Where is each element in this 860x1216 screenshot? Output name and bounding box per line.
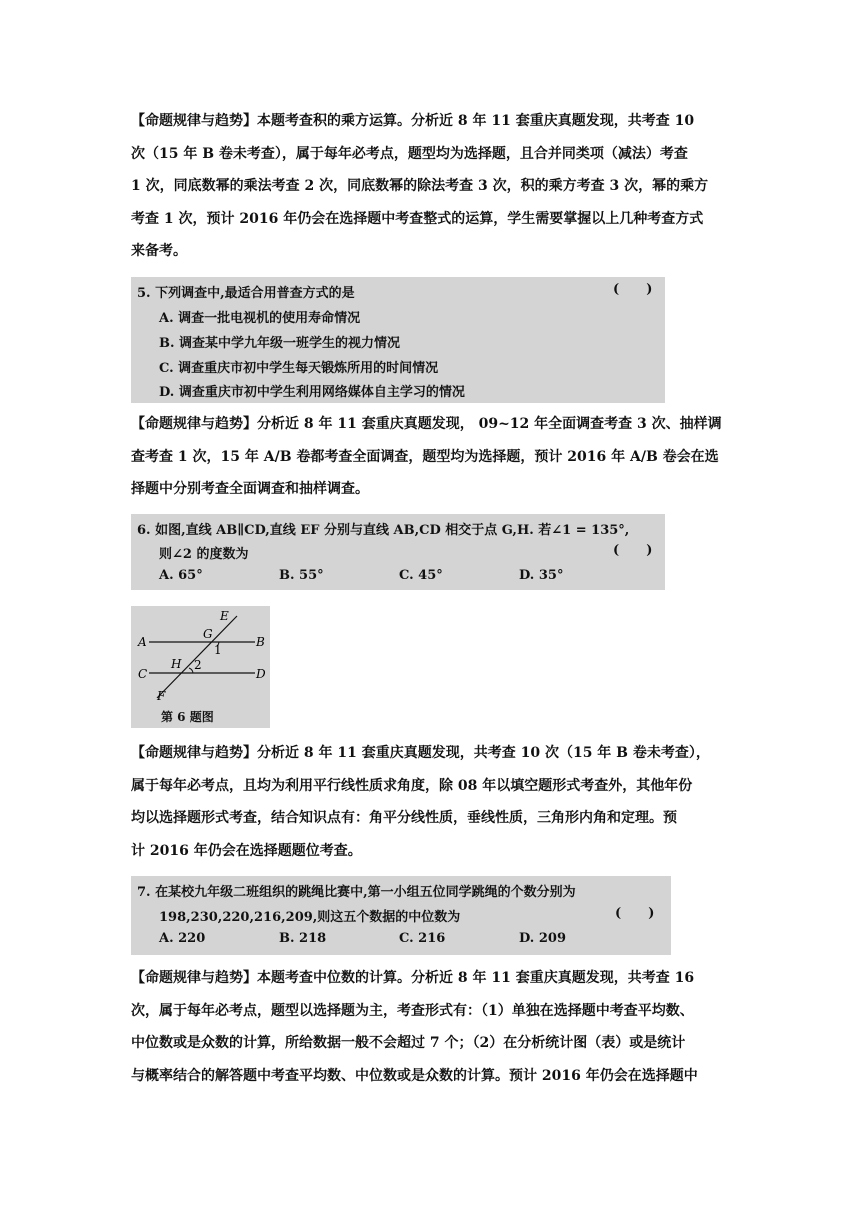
question-6-figure	[131, 606, 270, 728]
option-d: D. 调查重庆市初中学生利用网络媒体自主学习的情况	[159, 385, 465, 400]
text-line: 次（15 年 B 卷未考查），属于每年必考点，题型均为选择题，且合并同类项（减法）考查	[131, 145, 688, 162]
option-a: A. 220	[159, 931, 206, 946]
line-ef	[157, 616, 237, 698]
option-d: D. 209	[519, 931, 566, 946]
text-line: 均以选择题形式考查，结合知识点有：角平分线性质，垂线性质，三角形内角和定理。预	[131, 810, 677, 826]
question-7-stem-line1: 7. 在某校九年级二班组织的跳绳比赛中,第一小组五位同学跳绳的个数分别为	[137, 885, 576, 900]
text-line: 属于每年必考点，且均为利用平行线性质求角度，除 08 年以填空题形式考查外，其他年份	[131, 777, 693, 794]
angle-2-arc	[189, 668, 193, 673]
question-5-box	[131, 277, 665, 403]
text-line: 与概率结合的解答题中考查平均数、中位数或是众数的计算。预计 2016 年仍会在选择题中	[131, 1067, 698, 1084]
figure-caption: 第 6 题图	[161, 710, 214, 724]
label-c: C	[138, 667, 148, 681]
text-line: 查考查 1 次，15 年 A/B 卷都考查全面调查，题型均为选择题，预计 2016 年 A/B 卷会在选	[131, 448, 719, 465]
text-line: 来备考。	[131, 243, 187, 259]
option-b: B. 调查某中学九年级一班学生的视力情况	[159, 336, 401, 351]
text-line: 中位数或是众数的计算，所给数据一般不会超过 7 个；（2）在分析统计图（表）或是统计	[131, 1035, 686, 1051]
option-c: C. 45°	[399, 568, 443, 583]
question-6-stem-line1: 6. 如图,直线 AB∥CD,直线 EF 分别与直线 AB,CD 相交于点 G,H. 若∠1 = 135°,	[137, 523, 630, 538]
answer-bracket: ( )	[613, 543, 653, 558]
text-line: 次，属于每年必考点，题型以选择题为主，考查形式有：（1）单独在选择题中考查平均数、	[131, 1002, 694, 1019]
trend-paragraph-1	[131, 105, 733, 268]
question-6-stem-line2: 则∠2 的度数为	[159, 547, 249, 562]
label-angle-2: 2	[194, 658, 202, 672]
text-line: 择题中分别考查全面调查和抽样调查。	[131, 481, 369, 497]
option-c: C. 调查重庆市初中学生每天锻炼所用的时间情况	[159, 361, 439, 376]
label-d: D	[256, 667, 266, 681]
label-a: A	[138, 635, 147, 649]
question-7-box	[131, 876, 671, 955]
label-b: B	[256, 635, 265, 649]
option-a: A. 65°	[159, 568, 203, 583]
option-b: B. 218	[279, 931, 327, 946]
label-e: E	[220, 609, 229, 623]
label-g: G	[203, 627, 213, 641]
answer-bracket: ( )	[613, 282, 653, 297]
option-d: D. 35°	[519, 568, 564, 583]
text-line: 计 2016 年仍会在选择题题位考查。	[131, 842, 362, 859]
text-line: 1 次，同底数幂的乘法考查 2 次，同底数幂的除法考查 3 次，积的乘方考查 3 次，幂的乘方	[131, 178, 709, 194]
question-5-stem: 5. 下列调查中,最适合用普查方式的是	[137, 286, 355, 301]
question-6-box	[131, 514, 665, 590]
option-a: A. 调查一批电视机的使用寿命情况	[159, 311, 361, 326]
text-line: 【命题规律与趋势】本题考查积的乘方运算。分析近 8 年 11 套重庆真题发现，共考查 10	[131, 113, 695, 129]
text-line: 【命题规律与趋势】分析近 8 年 11 套重庆真题发现，共考查 10 次（15 年 B 卷未考查），	[131, 745, 710, 761]
label-f: F	[157, 689, 166, 703]
label-angle-1: 1	[214, 643, 222, 657]
trend-paragraph-3	[131, 737, 733, 867]
option-b: B. 55°	[279, 568, 324, 583]
label-h: H	[171, 657, 182, 671]
text-line: 【命题规律与趋势】分析近 8 年 11 套重庆真题发现， 09~12 年全面调查考查 3 次、抽样调	[131, 416, 722, 432]
trend-paragraph-2	[131, 408, 733, 506]
option-c: C. 216	[399, 931, 446, 946]
answer-bracket: ( )	[615, 906, 655, 921]
text-line: 【命题规律与趋势】本题考查中位数的计算。分析近 8 年 11 套重庆真题发现，共考查 16	[131, 970, 695, 986]
question-7-stem-line2: 198,230,220,216,209,则这五个数据的中位数为	[159, 910, 461, 925]
trend-paragraph-4	[131, 962, 733, 1092]
text-line: 考查 1 次，预计 2016 年仍会在选择题中考查整式的运算，学生需要掌握以上几种考查方式	[131, 210, 704, 227]
